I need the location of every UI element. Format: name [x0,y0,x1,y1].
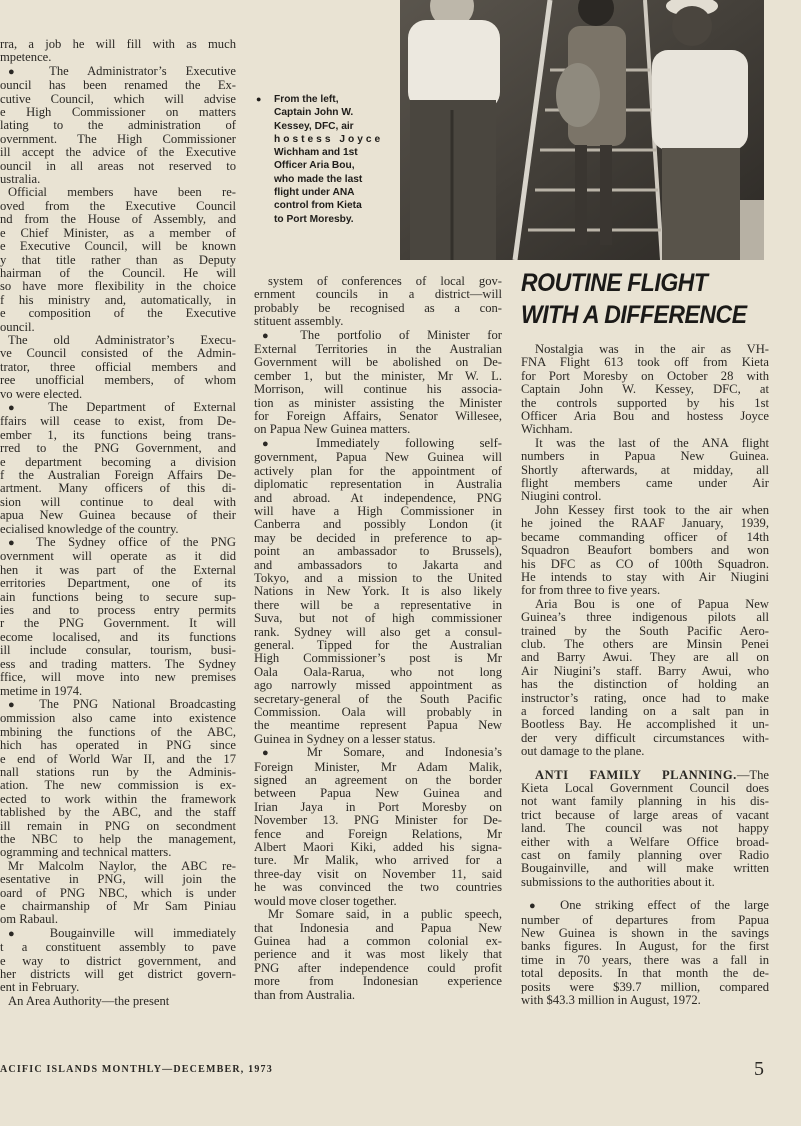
text-line: ill remain in PNG on secondment [0,819,236,833]
text-line: he was convinced the two countries [254,881,502,895]
caption-line: who made the last [274,173,363,185]
text-line: f his ministry and, automatically, in [0,293,236,307]
text-line: Guinea in Sydney on a lesser status. [254,732,436,746]
paragraph-gap [521,889,769,899]
text-line: on Papua New Guinea matters. [254,423,411,437]
text-line: apua New Guinea because of their [0,509,236,523]
text-line: John Kessey first took to the air when [535,503,769,517]
text-line: Kieta Local Government Council does [521,782,769,795]
text-line: Official members have been re- [8,186,236,200]
text-line: ● The portfolio of Minister for [254,329,502,343]
text-line: Aria Bou is one of Papua New [535,597,769,611]
text-line: ember 1, its functions being trans- [0,428,236,442]
text-line: tablished by the ABC, and the staff [0,806,236,820]
text-line: FNA Flight 613 took off from Kieta [521,356,769,370]
text-line: overnment will operate as it did [0,550,236,564]
text-line: e Executive Council, will be known [0,240,236,254]
caption-line: hostess Joyce [274,133,384,145]
text-line: An Area Authority—the present [8,994,170,1008]
paragraph [0,995,236,1008]
paragraph [0,860,236,927]
text-line: ● The PNG National Broadcasting [0,698,236,712]
text-line: and abroad. At independence, PNG [254,491,502,505]
headline-line: WITH A DIFFERENCE [521,301,747,329]
caption-line: Officer Aria Bou, [274,160,355,172]
text-line: rank. Sydney will also get a consul- [254,625,502,639]
text-line: Wichham. [521,423,573,437]
bullet-icon: ● [256,94,262,104]
text-line: cember 1, but the minister, Mr W. L. [254,369,502,383]
page-number: 5 [754,1058,764,1080]
subhead: ANTI FAMILY PLANNING. [535,768,737,782]
text-line: became commanding officer of 14th [521,530,769,544]
text-line: metime in 1974. [0,684,83,698]
text-line: between Papua New Guinea and [254,787,502,801]
text-line: ● Bougainville will immediately [0,927,236,941]
text-line: her districts will get district govern- [0,968,236,982]
text-line: External Territories in the Australian [254,343,502,357]
paragraph [521,769,769,890]
text-line: ● One striking effect of the large [521,899,769,913]
text-line: overnment. The High Commissioner [0,132,236,146]
text-line: ernment councils in a district—will [254,288,502,302]
paragraph [0,698,236,860]
text-line: November 13. PNG Minister for De- [254,814,502,828]
text-column-right [521,343,769,1008]
paragraph [0,334,236,401]
text-line: mpetence. [0,51,52,65]
text-line: Canberra and possibly London (it [254,518,502,532]
text-column-middle [254,275,502,1002]
text-line: ANTI FAMILY PLANNING.—The [535,768,769,782]
text-line: will have a High Commissioner in [254,504,502,518]
text-line: High Commissioner’s post is Mr [254,652,502,666]
text-line: Tokyo, and a mission to the United [254,571,502,585]
text-line: submissions to the authorities about it. [521,875,715,889]
text-line: Air Niugini’s staff. Barry Awui, who [521,664,769,678]
article-headline [521,267,751,331]
text-line: e Chief Minister, as a member of [0,226,236,240]
text-line: Guinea had a common colonial ex- [254,934,502,948]
paragraph [254,275,502,329]
text-line: PNG after independence could profit [254,961,502,975]
text-line: point an ambassador to Brussels), [254,545,502,559]
text-line: The old Administrator’s Execu- [8,333,236,347]
paragraph [521,598,769,759]
text-line: nall stations run by the Adminis- [0,765,236,779]
text-line: the meantime represent Papua New [254,719,502,733]
text-line: Nostalgia was in the air as VH- [535,343,769,356]
text-line: e chairmanship of Mr Sam Piniau [0,900,236,913]
text-line: club. The others are Minsin Penei [521,637,769,651]
text-line: oard of PNG NBC, which is under [0,886,236,900]
text-line: Guinea’s three indigenous pilots all [521,611,769,625]
text-line: ● The Department of External [0,401,236,415]
text-line: trained by the South Pacific Aero- [521,624,769,638]
text-line: Squadron Beaufort bombers and won [521,544,769,558]
text-line: he joined the RAAF January, 1939, [521,517,769,531]
text-line: instructor’s rating, once had to make [521,691,769,705]
text-line: with $43.3 million in August, 1972. [521,994,701,1008]
text-line: a forced landing on a salt pan in [521,704,769,718]
paragraph [0,536,236,698]
text-line: ffairs will cease to exist, from De- [0,415,236,429]
text-line: has the distinction of holding an [521,678,769,692]
text-line: general. Tipped for the Australian [254,638,502,652]
text-line: lating to the administration of [0,119,236,133]
paragraph [0,927,236,995]
text-line: ess and trading matters. The Sydney [0,657,236,671]
text-line: Commission. Oala will probably in [254,706,502,719]
headline-line: ROUTINE FLIGHT [521,269,708,297]
text-line: ill accept the advice of the Executive [0,146,236,160]
text-line: flight members came under Air [521,477,769,491]
caption-line: Kessey, DFC, air [274,120,354,132]
caption-line: From the left, [274,94,339,105]
text-line: hich has operated in PNG since [0,739,236,753]
text-line: erritories Department, one of its [0,577,236,591]
text-line: trator, three official members and [0,360,236,374]
text-line: vo were elected. [0,387,83,401]
text-line: three-day visit on November 11, said [254,867,502,881]
text-line: land. The council was not happy [521,822,769,836]
text-line: ustralia. [0,173,41,187]
paragraph [0,186,236,333]
text-line: than from Australia. [254,988,356,1002]
text-line: ● The Administrator’s Executive [0,65,236,79]
text-line: Shortly afterwards, at midday, all [521,463,769,477]
caption-line: flight under ANA [274,187,355,199]
text-line: and Barry Awui. They are all on [521,651,769,665]
text-line: system of conferences of local gov- [268,275,502,288]
text-line: for Port Moresby on October 28 with [521,369,769,383]
text-line: ago narrowly missed appointment as [254,679,502,693]
text-line: may be decided in preference to ap- [254,531,502,545]
text-column-left [0,38,236,1008]
text-line: ffice, will move into new premises [0,671,236,685]
text-line: rra, a job he will fill with as much [0,38,236,51]
text-line: Oala Oala-Rarua, who not long [254,665,502,679]
text-line: cast on family planning over Radio [521,849,769,863]
text-line: tion as minister assisting the Minister [254,396,502,410]
text-line: ● The Sydney office of the PNG [0,536,236,550]
text-line: so have more flexibility in the choice [0,280,236,294]
text-line: ected to work within the framework [0,792,236,806]
text-line: ent in February. [0,981,80,995]
text-line: stituent assembly. [254,315,344,329]
text-line: ill include consular, tourism, busi- [0,644,236,658]
text-line: ecialised knowledge of the country. [0,522,179,536]
text-line: actively plan for the appointment of [254,464,502,478]
text-line: the NBC to help the management, [0,832,236,846]
text-line: Suva, but not of high commissioner [254,612,502,626]
text-line: r the PNG Government. It will [0,617,236,631]
text-line: Mr Malcolm Naylor, the ABC re- [8,859,236,873]
text-line: time in 70 years, there was a fall in [521,953,769,967]
text-line: that Indonesia and Papua New [254,921,502,935]
text-line: ve Council consisted of the Admin- [0,347,236,361]
page-footer: ACIFIC ISLANDS MONTHLY—DECEMBER, 1973 [0,1064,273,1075]
paragraph [0,38,236,65]
text-line: Irian Jaya in Port Moresby on [254,800,502,814]
text-line: hairman of the Council. He will [0,266,236,280]
paragraph [254,908,502,1002]
text-line: Albert Maori Kiki, added his signa- [254,841,502,855]
photo-caption [258,93,390,226]
text-line: his DFC as CO of 100th Squadron. [521,557,769,571]
text-line: ouncil in all areas not reserved to [0,159,236,173]
text-line: om Rabaul. [0,913,59,927]
text-line: e composition of the Executive [0,307,236,321]
text-line: probably be recognised as a con- [254,301,502,315]
text-line: y that title rather than as Deputy [0,253,236,267]
text-line: artment. Many officers of this di- [0,482,236,496]
text-line: mbining the functions of the ABC, [0,725,236,739]
text-line: ouncil has been renamed the Ex- [0,79,236,93]
caption-line: Wichham and 1st [274,147,358,159]
text-line: ● Mr Somare, and Indonesia’s [254,746,502,760]
text-line: posits were $39.7 million, compared [521,980,769,994]
paragraph [521,504,769,598]
photo-illustration [400,0,764,260]
text-line: Bougainville, and will make written [521,862,769,876]
text-line: New Guinea is shown in the savings [521,927,769,941]
text-line: more from Indonesian experience [254,975,502,989]
caption-line: control from Kieta [274,200,362,212]
text-line: Bootless Bay. He accomplished it un- [521,718,769,732]
text-line: banks figures. In August, for the first [521,940,769,954]
text-line: perience and it was most likely that [254,948,502,962]
text-line: total deposits. In that month the de- [521,967,769,981]
text-line: ree unofficial members, of whom [0,374,236,388]
text-line: signed an agreement on the border [254,774,502,788]
text-line: either with a Welfare Office broad- [521,835,769,849]
text-line: ● Immediately following self- [254,437,502,451]
paragraph-gap [521,759,769,769]
text-line: Niugini control. [521,490,602,504]
text-line: would move closer together. [254,894,397,908]
paragraph [0,65,236,187]
text-line: diplomatic representation in Australia [254,478,502,492]
text-line: ouncil. [0,320,35,334]
text-line: ation. The new commission is ex- [0,779,236,793]
text-line: e way to district government, and [0,954,236,968]
news-photo [400,0,764,260]
text-line: Mr Somare said, in a public speech, [268,908,502,922]
text-line: Government will be abolished on De- [254,356,502,370]
text-line: sion will continue to deal with [0,495,236,509]
text-line: Nations in New York. It is also likely [254,585,502,599]
text-line: It was the last of the ANA flight [535,436,769,450]
text-line: out damage to the plane. [521,745,645,759]
text-line: government, Papua New Guinea will [254,451,502,465]
paragraph [521,899,769,1007]
text-line: the controls supported by his 1st [521,396,769,410]
text-line: der very difficult circumstances with- [521,731,769,745]
text-line: for from three to five years. [521,584,661,598]
paragraph [254,746,502,908]
text-line: Foreign Minister, Mr Adam Malik, [254,760,502,774]
text-line: secretary-general of the South Pacific [254,692,502,706]
text-line: Morrison, will continue his associa- [254,383,502,397]
text-line: ture. Mr Malik, who arrived for a [254,854,502,868]
text-line: nd from the House of Assembly, and [0,213,236,227]
text-line: rred to the PNG Government, and [0,442,236,456]
text-line: e department becoming a division [0,455,236,469]
text-line: numbers in Papua New Guinea. [521,450,769,464]
text-line: trict because of large areas of vacant [521,808,769,822]
text-line: and ambassadors to Jakarta and [254,558,502,572]
text-line: number of departures from Papua [521,913,769,927]
text-line: e High Commissioner on matters [0,106,236,120]
paragraph [0,401,236,536]
text-line: ecome localised, and its functions [0,630,236,644]
text-line: ies and to process entry permits [0,604,236,618]
text-line: oved from the Executive Council [0,199,236,213]
text-line: not want family planning in his dis- [521,795,769,809]
text-line: fence and Foreign Relations, Mr [254,827,502,841]
text-line: Officer Aria Bou and hostess Joyce [521,410,769,424]
paragraph [521,437,769,504]
text-line: for Foreign Affairs, Senator Willesee, [254,410,502,424]
text-line: f the Australian Foreign Affairs De- [0,469,236,482]
text-line: ain functions being to secure sup- [0,590,236,604]
text-line: cutive Council, which will advise [0,92,236,106]
text-line: Captain John W. Kessey, DFC, at [521,383,769,397]
text-line: esentative in PNG, will join the [0,873,236,887]
caption-line: to Port Moresby. [274,213,354,225]
paragraph [521,343,769,437]
paragraph [254,329,502,437]
text-line: e end of World War II, and the 17 [0,752,236,766]
text-line: hen it was part of the External [0,563,236,577]
text-line: ommission also came into existence [0,712,236,726]
text-line: He intends to stay with Air Niugini [521,570,769,584]
text-line: there will be a representative in [254,598,502,612]
caption-line: Captain John W. [274,107,354,119]
text-line: ogramming and technical matters. [0,846,172,860]
text-line: t a constituent assembly to pave [0,941,236,955]
paragraph [254,437,502,746]
